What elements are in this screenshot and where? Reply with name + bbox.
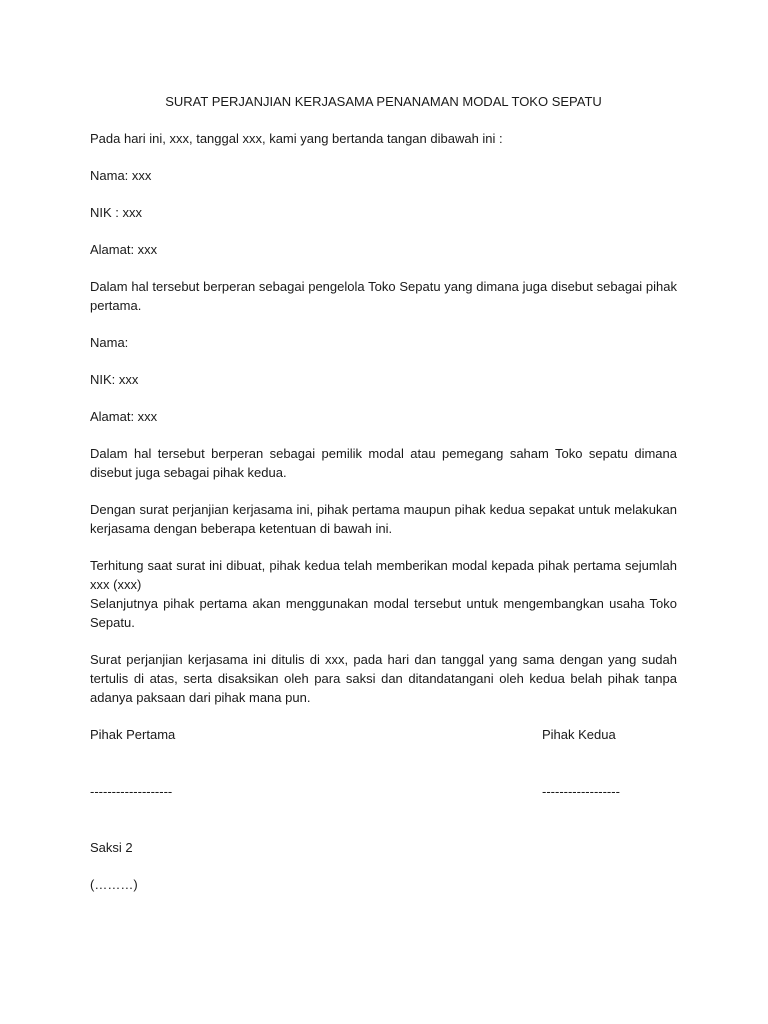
second-party-signature-line: ------------------	[542, 784, 620, 799]
witness-label: Saksi 2	[90, 840, 133, 855]
agreement-paragraph: Dengan surat perjanjian kerjasama ini, pihak pertama maupun pihak kedua sepakat untuk melakukan kerjasama dengan beberapa ketentuan di bawah ini.	[90, 502, 677, 536]
party2-role-paragraph: Dalam hal tersebut berperan sebagai pemilik modal atau pemegang saham Toko sepatu dimana disebut juga sebagai pihak kedua.	[90, 446, 677, 480]
party2-nama: Nama:	[90, 335, 129, 350]
witness-name-placeholder: (………)	[90, 877, 138, 892]
terms-line-2: Selanjutnya pihak pertama akan menggunakan modal tersebut untuk mengembangkan usaha Toko Sepatu.	[90, 596, 677, 630]
signature-labels-row	[90, 725, 677, 744]
document-body	[90, 92, 677, 912]
party2-alamat: Alamat: xxx	[90, 409, 158, 424]
intro-paragraph: Pada hari ini, xxx, tanggal xxx, kami yang bertanda tangan dibawah ini :	[90, 131, 503, 146]
closing-paragraph: Surat perjanjian kerjasama ini ditulis di xxx, pada hari dan tanggal yang sama dengan yang sudah tertulis di atas, serta disaksikan oleh para saksi dan ditandatangani oleh kedua belah pihak tanpa adanya paksaan dari pihak mana pun.	[90, 652, 677, 705]
party1-alamat: Alamat: xxx	[90, 242, 158, 257]
party1-nama: Nama: xxx	[90, 168, 152, 183]
second-party-label: Pihak Kedua	[542, 727, 616, 742]
party2-nik: NIK: xxx	[90, 372, 139, 387]
signature-lines-row	[90, 782, 677, 801]
terms-line-1: Terhitung saat surat ini dibuat, pihak kedua telah memberikan modal kepada pihak pertama sejumlah xxx (xxx)	[90, 558, 677, 592]
first-party-signature-line: -------------------	[90, 784, 173, 799]
terms-paragraph	[90, 556, 677, 632]
party1-role-paragraph: Dalam hal tersebut berperan sebagai pengelola Toko Sepatu yang dimana juga disebut sebagai pihak pertama.	[90, 279, 677, 313]
party1-nik: NIK : xxx	[90, 205, 143, 220]
document-title: SURAT PERJANJIAN KERJASAMA PENANAMAN MODAL TOKO SEPATU	[165, 94, 602, 109]
first-party-label: Pihak Pertama	[90, 727, 176, 742]
